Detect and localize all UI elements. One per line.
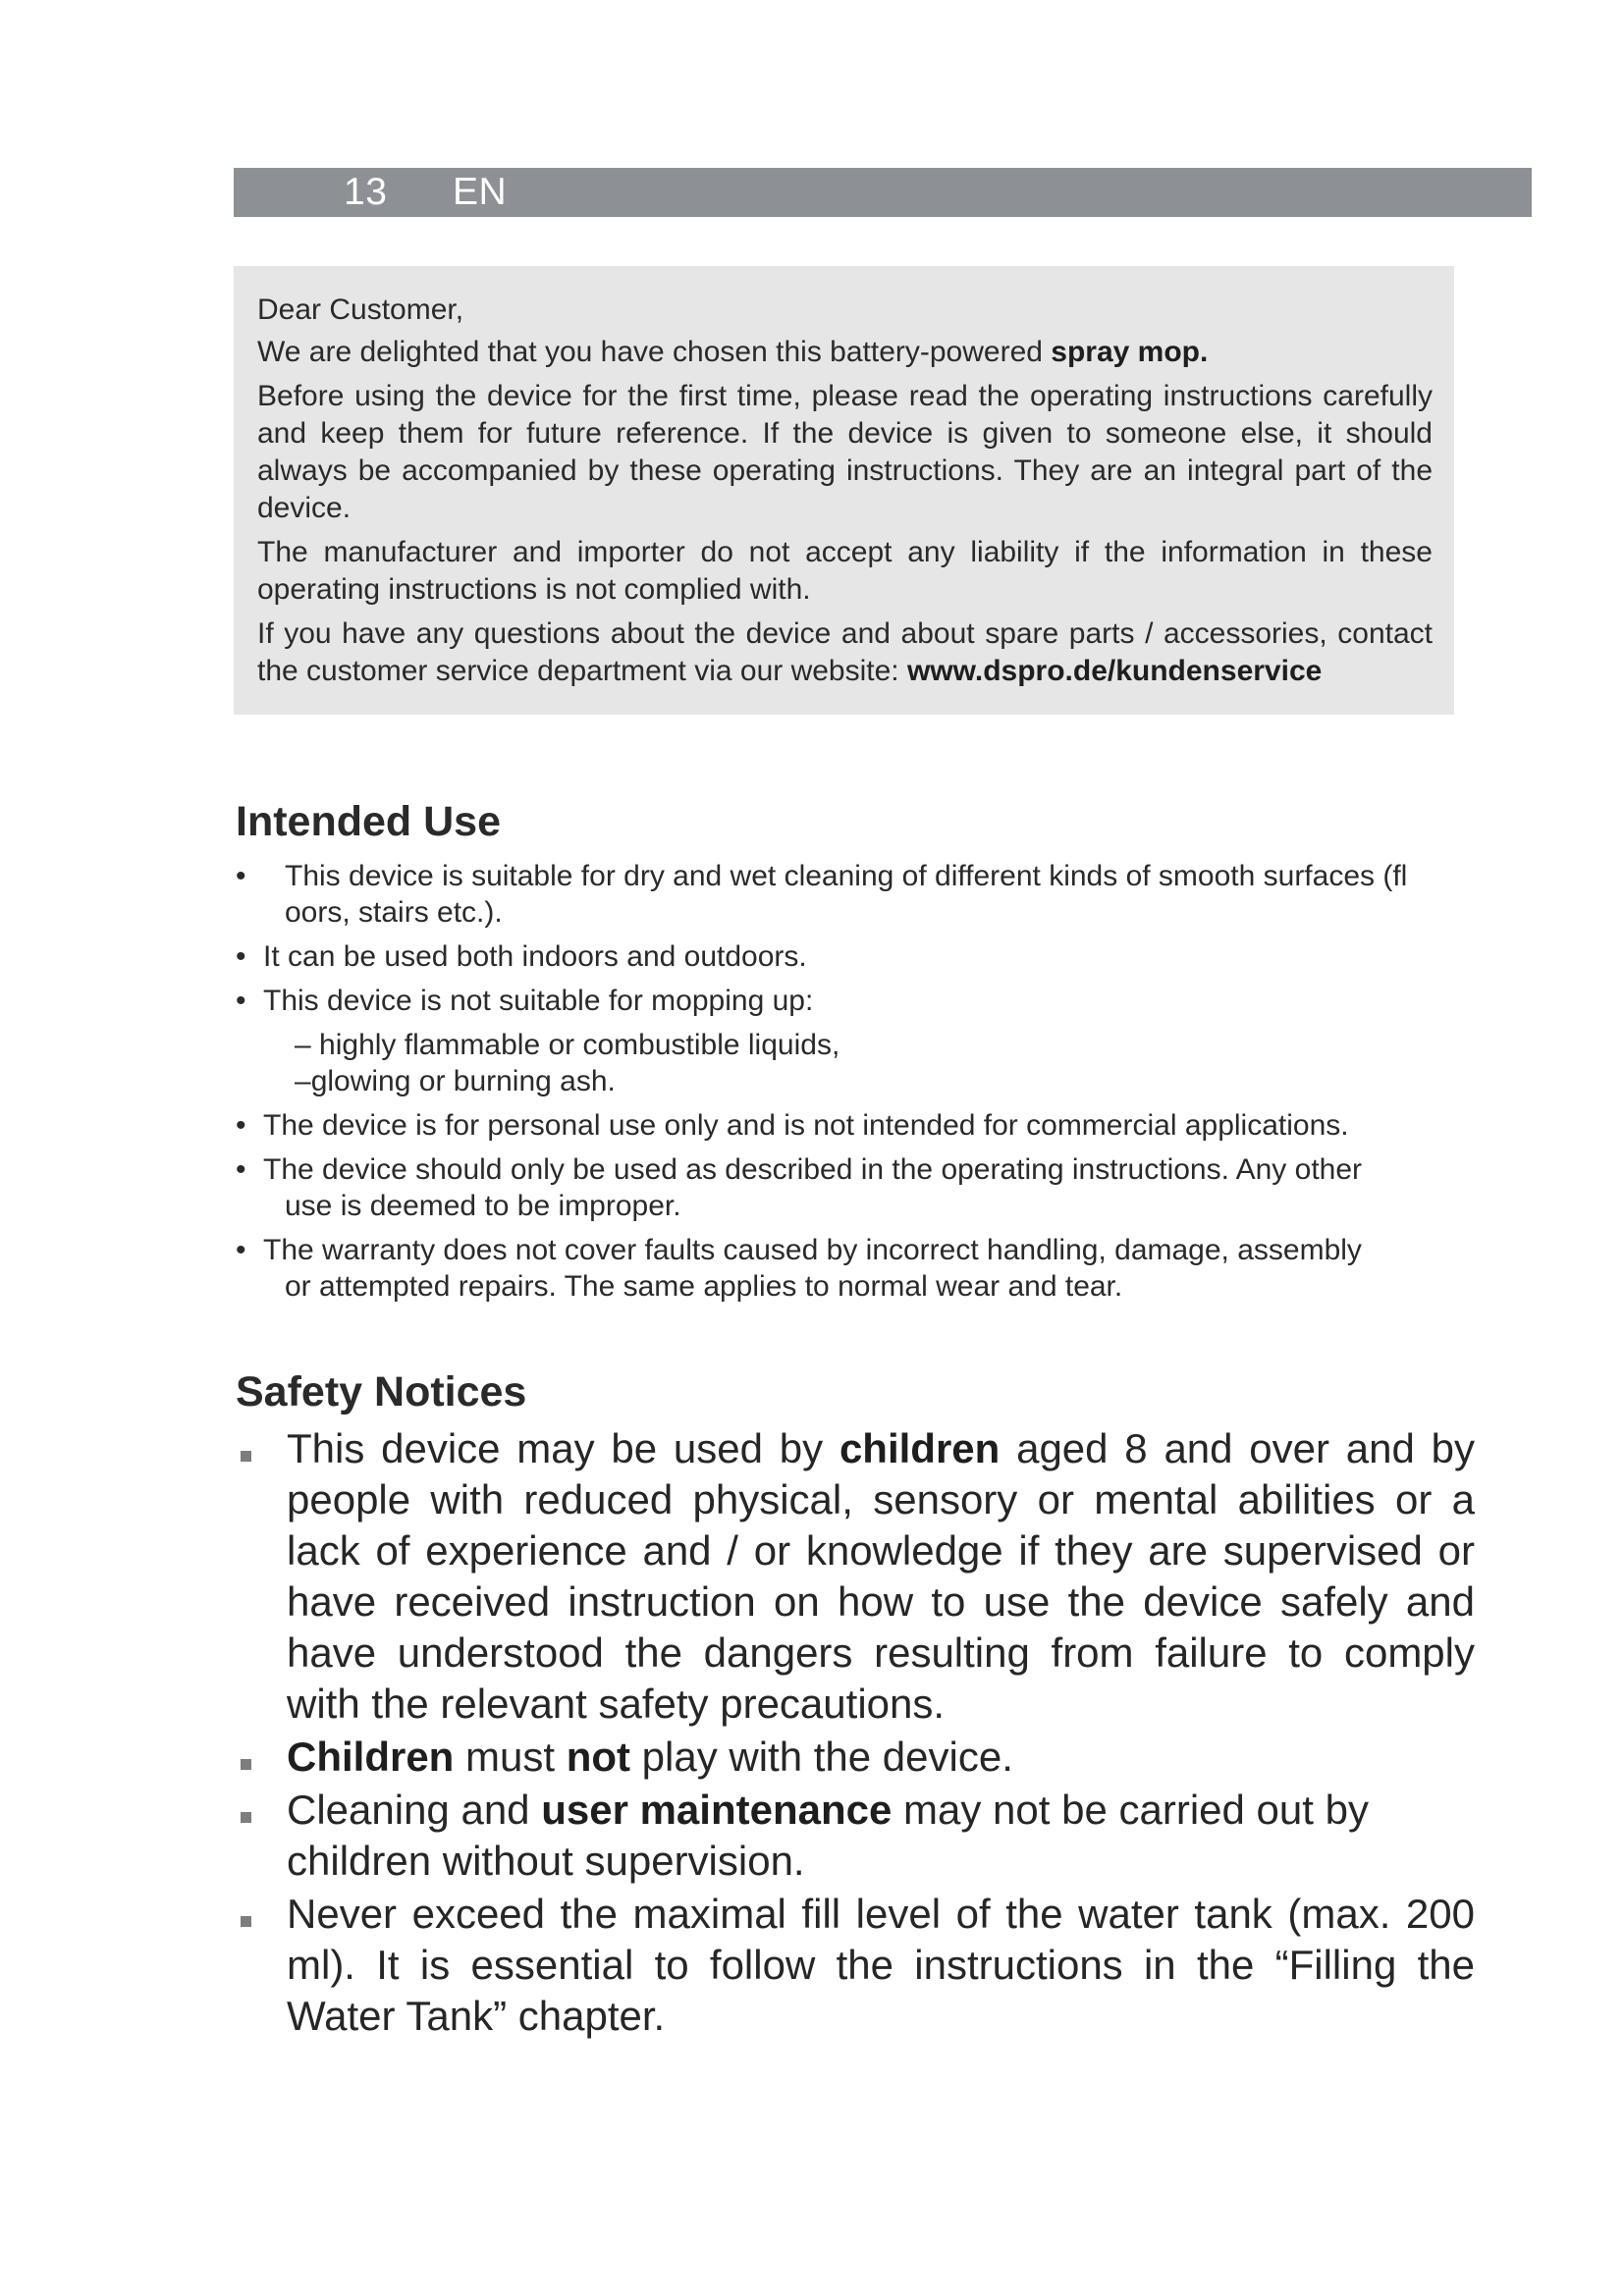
intended-use-item-line: or attempted repairs. The same applies to normal wear and tear. [285,1270,1123,1303]
page-number: 13 [344,171,388,213]
intro-product-name: spray mop. [1051,336,1209,368]
safety-text: This device may be used by [287,1425,839,1471]
intended-use-item [236,1151,1463,1224]
bullet-icon: • [236,985,246,1017]
bullet-icon: • [236,1153,246,1186]
square-bullet-icon [241,1759,251,1770]
intended-use-heading: Intended Use [236,798,501,845]
safety-notice-item [236,1423,1475,1730]
safety-text: Cleaning and [287,1787,542,1833]
intended-use-item-text: It can be used both indoors and outdoors. [263,940,807,973]
safety-notices-heading: Safety Notices [236,1368,527,1415]
intended-use-item-line: use is deemed to be improper. [285,1190,681,1222]
intro-paragraph-2: Before using the device for the first time, please read the operating instructions carefully and keep them for future reference. If the device is given to someone else, it should always be accompanied by these operating instructions. They are an integral part of the device. [257,380,1433,524]
safety-text: aged 8 and over and by people with reduced physical, sensory or mental abilities or a lack of experience and / or knowledge if they are supervised or have received instruction on how to use the device safely and have understood the dangers resulting from failure to comply with the relevant safety precautions. [287,1425,1475,1727]
intended-use-subitem [295,1063,1463,1099]
safety-text: Never exceed the maximal fill level of the water tank (max. 200 ml). It is essential to follow the instructions in the “Filling the Water Tank” chapter. [287,1891,1475,2039]
safety-text: may not be carried out by children without supervision. [287,1787,1369,1884]
intended-use-item [236,983,1463,1019]
safety-notices-list [236,1423,1475,2044]
safety-emphasis: children [839,1425,1001,1471]
intended-use-list [236,858,1463,1312]
intro-p4-text: If you have any questions about the device and about spare parts / accessories, contact the customer service department via our website: [257,617,1433,687]
intended-use-item-line: The device should only be used as described in the operating instructions. Any other [263,1153,1363,1186]
language-code: EN [453,171,508,213]
page-header-bar [234,168,1532,217]
square-bullet-icon [241,1451,251,1462]
intended-use-item [236,938,1463,975]
intended-use-item-text: This device is suitable for dry and wet cleaning of different kinds of smooth surfaces (fl oors, stairs etc.). [285,860,1408,929]
intended-use-item [236,858,1463,931]
intended-use-item-text: The device is for personal use only and is not intended for commercial applications. [263,1109,1349,1142]
safety-emphasis: not [566,1734,630,1780]
bullet-icon: • [236,1109,246,1142]
intro-paragraph-3: The manufacturer and importer do not accept any liability if the information in these operating instructions is not complied with. [257,536,1433,606]
intended-use-item [236,1107,1463,1144]
customer-service-link[interactable]: www.dspro.de/kundenservice [906,655,1323,687]
intro-paragraph-1 [257,334,1433,371]
intro-greeting: Dear Customer, [257,294,464,326]
bullet-icon: • [236,940,246,973]
intended-use-subitem [295,1027,1463,1063]
safety-notice-item [236,1889,1475,2042]
intended-use-item [236,1232,1463,1305]
dash-icon: – [295,1065,311,1097]
bullet-icon: • [236,860,246,892]
safety-notice-item [236,1732,1475,1783]
safety-emphasis: Children [287,1734,455,1780]
safety-text: must [454,1734,567,1780]
subitem-text: glowing or burning ash. [310,1065,616,1097]
dash-icon: – [295,1029,311,1061]
safety-text: play with the device. [630,1734,1013,1780]
square-bullet-icon [241,1916,251,1927]
square-bullet-icon [241,1812,251,1823]
intended-use-sublist [236,1027,1463,1099]
intro-paragraph-4 [257,615,1433,690]
intended-use-item-line: The warranty does not cover faults caused by incorrect handling, damage, assembly [263,1234,1362,1266]
intro-box [234,266,1454,715]
safety-emphasis: user maintenance [541,1787,893,1833]
safety-notice-item [236,1785,1475,1887]
bullet-icon: • [236,1234,246,1266]
intended-use-item-text: This device is not suitable for mopping up: [263,985,814,1017]
subitem-text: highly flammable or combustible liquids, [319,1029,840,1061]
intro-p1-text: We are delighted that you have chosen this battery-powered [257,336,1052,368]
